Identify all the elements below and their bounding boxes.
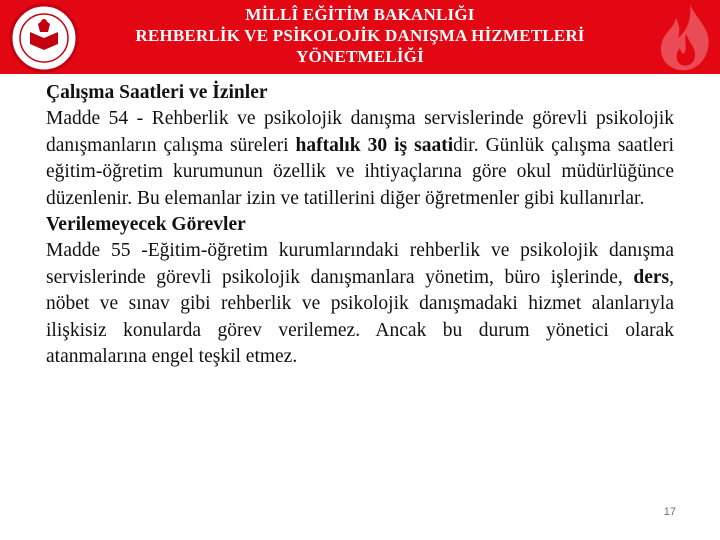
document-body	[46, 80, 674, 370]
page-number: 17	[663, 506, 676, 518]
banner-title-line-1: MİLLÎ EĞİTİM BAKANLIĞI	[245, 5, 475, 24]
article-number: Madde 54 -	[46, 108, 144, 130]
article-text: dir. Günlük çalışma saatleri eğitim-öğretim kurumunun özellik ve ihtiyaçlarına göre okul müdürlüğünce düzenlenir. Bu elemanlar izin ve tatillerini diğer öğretmenler gibi kullanırlar.	[46, 134, 674, 209]
meb-seal-icon	[8, 2, 80, 74]
article-text: -Eğitim-öğretim kurumlarındaki rehberlik ve psikolojik danışma servislerinde görevli psikolojik danışmanlara yönetim, büro işlerinde,	[46, 240, 674, 288]
banner-title	[90, 4, 630, 67]
article-emphasis: ders	[633, 266, 670, 288]
article-number: Madde 55	[46, 240, 131, 262]
article-text: Rehberlik ve psikolojik danışma servislerinde görevli psikolojik danışmanların çalışma süreleri	[46, 108, 674, 156]
section-heading: Çalışma Saatleri ve İzinler	[46, 82, 268, 103]
article-54-paragraph	[46, 106, 674, 212]
flame-icon	[650, 0, 720, 74]
article-text: , nöbet ve sınav gibi rehberlik ve psikolojik danışmadaki hizmet alanlarıyla ilişkisiz konularda görev verilemez. Ancak bu durum yönetici olarak atanmalarına engel teşkil etmez.	[46, 266, 674, 368]
banner-title-line-3: YÖNETMELİĞİ	[296, 47, 424, 66]
header-banner	[0, 0, 720, 74]
section-heading: Verilemeyecek Görevler	[46, 214, 246, 236]
article-55-paragraph	[46, 238, 674, 370]
article-emphasis: haftalık 30 iş saati	[295, 134, 454, 156]
banner-title-line-2: REHBERLİK VE PSİKOLOJİK DANIŞMA HİZMETLERİ	[135, 26, 585, 45]
